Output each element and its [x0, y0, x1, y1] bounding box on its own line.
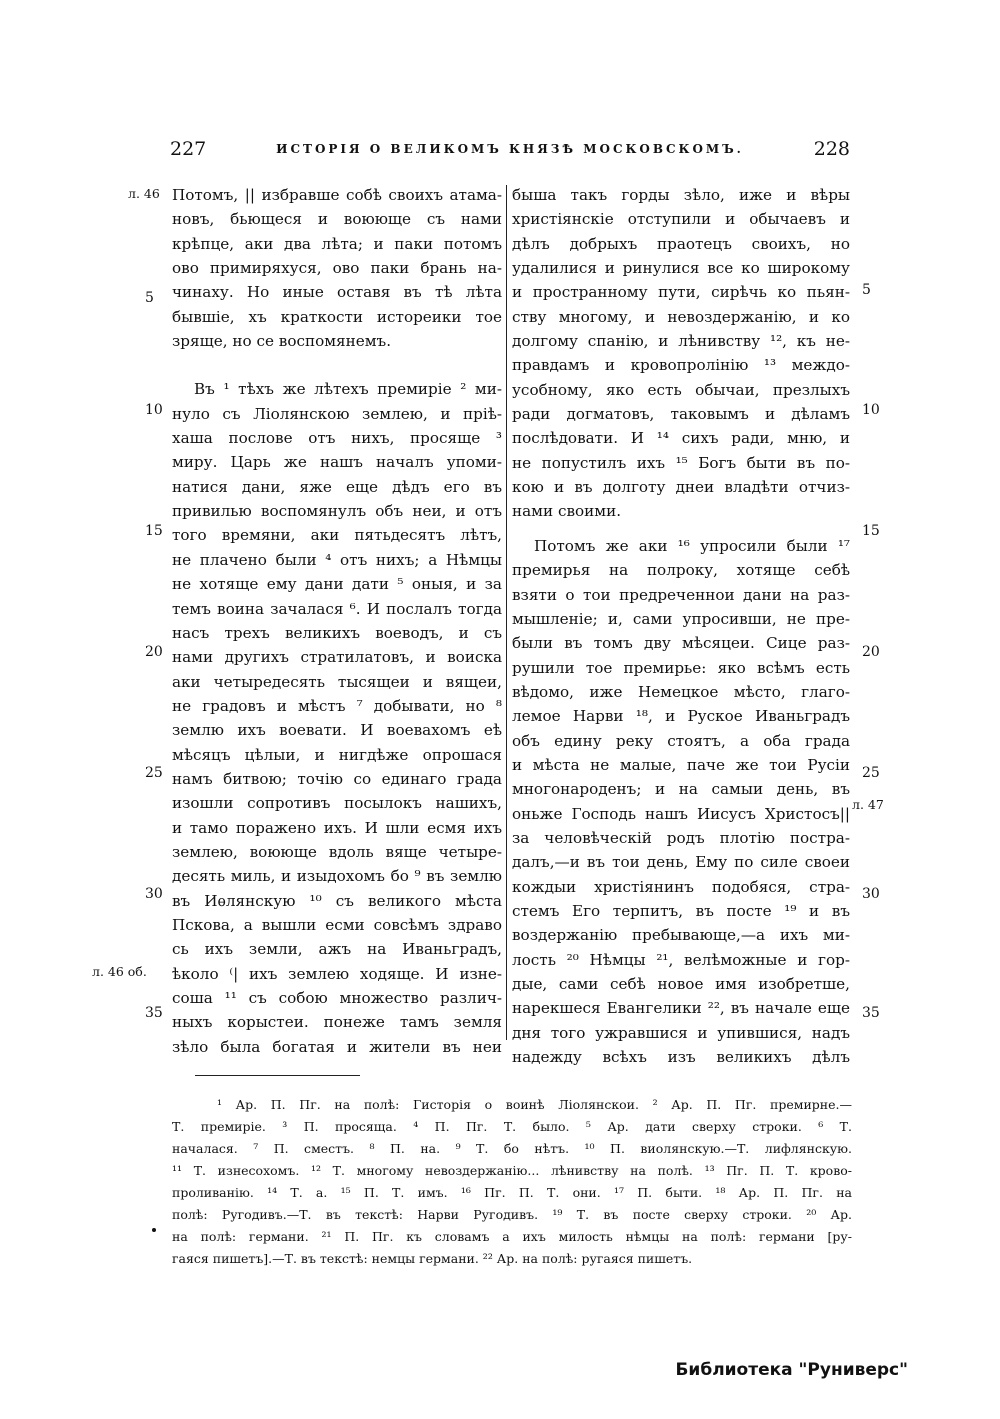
text-line: въ Иѳлянскую ¹⁰ съ великого мѣста [172, 891, 502, 910]
text-line: премирья на полроку, хотяще себѣ [512, 561, 850, 580]
text-line: и мѣста не малые, паче же тои Русіи [512, 755, 850, 774]
text-line: нарекшеся Евангелики ²², въ начале еще [512, 999, 850, 1018]
text-line: мѣсяцъ цѣлыи, и нигдѣже опрошася [172, 745, 502, 764]
text-line: Потомъ, || избравше собѣ своихъ атама- [172, 186, 502, 204]
text-line: дѣлъ добрыхъ праотецъ своихъ, но [512, 234, 850, 253]
margin-note-folio: л. 47 [852, 797, 884, 812]
footnote-line: ¹ Ар. П. Пг. на полѣ: Гисторія о воинѣ Ліолянскои. ² Ар. П. Пг. премирне.— [217, 1097, 852, 1112]
text-line: кождыи христіянинъ подобяся, стра- [512, 877, 850, 896]
text-line: миру. Царь же нашъ началъ упоми- [172, 453, 502, 472]
text-line: не хотяще ему дани дати ⁵ оныя, и за [172, 575, 502, 594]
line-number: 15 [862, 523, 880, 539]
text-line: и пространному пути, сирѣчь ко пьян- [512, 283, 850, 302]
page-number-left: 227 [170, 138, 207, 160]
text-line: лемое Нарви ¹⁸, и Руское Иваньградъ [512, 707, 850, 726]
text-line: быша такъ горды зѣло, иже и вѣры [512, 186, 850, 204]
text-line: Пскова, а вышли есми совсѣмъ здраво [172, 915, 502, 934]
text-line: вѣдомо, иже Немецкое мѣсто, глаго- [512, 682, 850, 701]
line-number: 10 [145, 402, 163, 418]
text-line: объ едину реку стоятъ, а оба града [512, 731, 850, 750]
text-line: изошли сопротивъ посылокъ нашихъ, [172, 794, 502, 813]
footnote-line: ¹¹ Т. изнесохомъ. ¹² Т. многому невоздержанію... лѣнивству на полѣ. ¹³ Пг. П. Т. крово- [172, 1163, 852, 1178]
text-line: ради догматовъ, таковымъ и дѣламъ [512, 405, 850, 424]
text-line: надежду всѣхъ изъ великихъ дѣлъ [512, 1048, 850, 1067]
line-number: 35 [145, 1005, 163, 1021]
text-line: многонароденъ; и на самыи день, въ [512, 780, 850, 799]
text-line: крѣпце, аки два лѣта; и паки потомъ [172, 234, 502, 253]
line-number: 5 [862, 282, 871, 298]
text-line: насъ трехъ великихъ воеводъ, и съ [172, 623, 502, 642]
text-line: привилью воспомянулъ объ неи, и отъ [172, 502, 502, 521]
paragraph [172, 183, 502, 353]
text-line: усобному, яко есть обычаи, презлыхъ [512, 380, 850, 399]
text-line: Въ ¹ тѣхъ же лѣтехъ премиріе ² ми- [194, 380, 502, 399]
margin-note-folio: л. 46 об. [92, 964, 147, 979]
text-line: стемъ Его терпитъ, въ посте ¹⁹ и въ [512, 901, 850, 920]
text-line: землею, воююще вдоль вяще четыре- [172, 842, 502, 861]
text-line: лость ²⁰ Нѣмцы ²¹, велѣможные и гор- [512, 950, 850, 969]
text-line: землю ихъ воевати. И воевахомъ еѣ [172, 721, 502, 740]
text-line: Потомъ же аки ¹⁶ упросили были ¹⁷ [534, 536, 850, 555]
text-line: не попустилъ ихъ ¹⁵ Богъ быти въ по- [512, 453, 850, 472]
text-line: удалилися и ринулися все ко широкому [512, 259, 850, 278]
text-line: были въ томъ дву мѣсяцеи. Сице раз- [512, 634, 850, 653]
line-number: 15 [145, 523, 163, 539]
line-number: 5 [145, 290, 154, 306]
right-column [512, 183, 850, 1069]
text-line: не градовъ и мѣстъ ⁷ добывати, но ⁸ [172, 696, 502, 715]
running-header [170, 138, 850, 164]
line-number: 30 [145, 886, 163, 902]
text-line: бывшіе, хъ краткости истореики тое [172, 307, 502, 326]
text-line: дые, сами себѣ новое имя изобретше, [512, 975, 850, 993]
text-line: зряще, но се воспомянемъ. [172, 332, 392, 351]
footnote-line: проливанію. ¹⁴ Т. а. ¹⁵ П. Т. имъ. ¹⁶ Пг. П. Т. они. ¹⁷ П. быти. ¹⁸ Ар. П. Пг. на [172, 1185, 852, 1200]
text-line: нами своими. [512, 502, 622, 521]
page-number-right: 228 [813, 138, 850, 160]
text-line: оньже Господь нашъ Иисусъ Христосъ|| [512, 804, 850, 823]
text-line: того времяни, аки пятьдесятъ лѣтъ, [172, 526, 502, 545]
ink-dot [152, 1228, 156, 1232]
text-line: соша ¹¹ съ собою множество различ- [172, 989, 502, 1007]
footnotes [172, 1094, 852, 1270]
text-line: ово примиряхуся, ово паки брань на- [172, 259, 502, 278]
text-line: сь ихъ земли, ажъ на Иваньградъ, [172, 940, 502, 959]
paragraph [172, 377, 502, 1059]
line-number: 25 [862, 765, 880, 781]
text-line: темъ воина зачалася ⁶. И послалъ тогда [172, 599, 502, 618]
line-number: 35 [862, 1005, 880, 1021]
text-line: не плачено были ⁴ отъ нихъ; а Нѣмцы [172, 550, 502, 569]
footnote-line: на полѣ: германи. ²¹ П. Пг. къ словамъ а ихъ милость нѣмцы на полѣ: германи [ру- [172, 1229, 852, 1244]
text-line: мышленіе; и, сами упросивши, не пре- [512, 609, 850, 628]
line-number: 25 [145, 765, 163, 781]
text-line: и тамо поражено ихъ. И шли есмя ихъ [172, 818, 502, 837]
text-line: ныхъ корыстеи. понеже тамъ земля [172, 1013, 502, 1032]
text-line: ству многому, и невоздержанію, и ко [512, 307, 850, 326]
paragraph [512, 534, 850, 1070]
footnote-line: гаяся пишетъ].—Т. въ текстѣ: немцы германи. ²² Ар. на полѣ: ругаяся пишетъ. [172, 1251, 693, 1266]
text-line: далъ,—и въ тои день, Ему по силе своеи [512, 853, 850, 872]
line-number: 20 [862, 644, 880, 660]
footnote-line: началася. ⁷ П. сместъ. ⁸ П. на. ⁹ Т. бо нѣтъ. ¹⁰ П. виолянскую.—Т. лифлянскую. [172, 1141, 852, 1156]
text-line: намъ битвою; точію со единаго града [172, 769, 502, 788]
text-line: кою и въ долготу днеи владѣти отчиз- [512, 478, 850, 497]
text-line: долгому спанію, и лѣнивству ¹², къ не- [512, 332, 850, 351]
running-title: ИСТОРІЯ О ВЕЛИКОМЪ КНЯЗѢ МОСКОВСКОМЪ. [276, 142, 744, 156]
text-line: христіянскіе отступили и обычаевъ и [512, 210, 850, 229]
text-line: аки четыредесять тысящеи и вящеи, [172, 672, 502, 691]
text-line: чинаху. Но иные оставя въ тѣ лѣта [172, 283, 502, 302]
text-line: послѣдовати. И ¹⁴ сихъ ради, мню, и [512, 429, 850, 448]
text-line: правдамъ и кровопролінію ¹³ междо- [512, 356, 850, 375]
footnote-line: Т. премиріе. ³ П. просяща. ⁴ П. Пг. Т. было. ⁵ Ар. дати сверху строки. ⁶ Т. [172, 1119, 852, 1134]
library-watermark: Библиотека "Руниверс" [675, 1360, 908, 1380]
text-line: дня того ужравшися и упившися, надъ [512, 1023, 850, 1042]
text-line: зѣло была богатая и жители въ неи [172, 1037, 502, 1056]
text-line: рушили тое премирье: яко всѣмъ есть [512, 658, 850, 677]
text-line: новъ, бьющеся и воююще съ нами [172, 210, 502, 229]
text-line: ѣколо ⁽| ихъ землею ходяще. И изне- [172, 964, 502, 983]
line-number: 20 [145, 644, 163, 660]
footnote-line: полѣ: Ругодивъ.—Т. въ текстѣ: Нарви Ругодивъ. ¹⁹ Т. въ посте сверху строки. ²⁰ Ар. [172, 1207, 852, 1222]
text-line: за человѣческій родъ плотію постра- [512, 828, 850, 847]
text-line: взяти о тои предреченнои дани на раз- [512, 585, 850, 604]
margin-note-folio: л. 46 [128, 186, 160, 201]
line-number: 30 [862, 886, 880, 902]
text-line: натися дани, яже еще дѣдъ его въ [172, 477, 502, 496]
paragraph [512, 183, 850, 524]
column-divider [506, 185, 507, 1040]
text-line: десять миль, и изыдохомъ бо ⁹ въ землю [172, 867, 502, 886]
line-number: 10 [862, 402, 880, 418]
text-line: нами другихъ стратилатовъ, и воиска [172, 648, 502, 667]
left-column [172, 183, 502, 1059]
footnote-rule [195, 1075, 360, 1076]
text-line: хаша послове отъ нихъ, просяще ³ [172, 429, 502, 448]
text-line: воздержанію пребывающе,—а ихъ ми- [512, 926, 850, 945]
text-line: нуло съ Ліолянскою землею, и пріѣ- [172, 404, 502, 423]
